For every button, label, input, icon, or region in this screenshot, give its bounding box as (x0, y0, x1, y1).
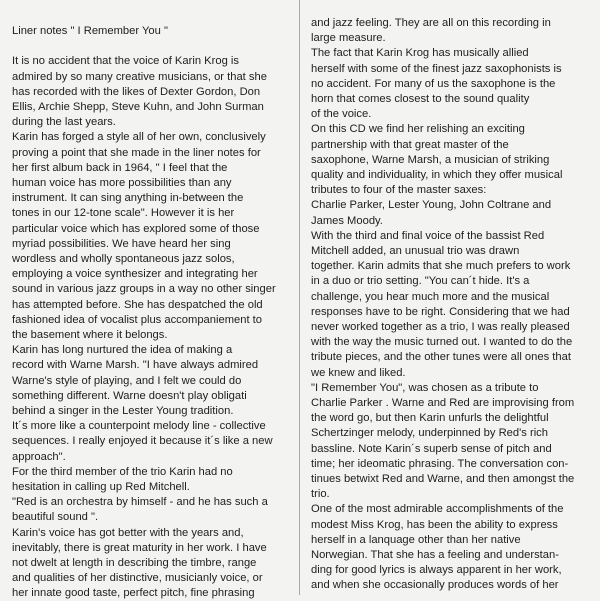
text-line: hesitation in calling up Red Mitchell. (12, 481, 190, 493)
text-line: the word go, but then Karin unfurls the delightful (311, 412, 549, 425)
text-line: saxophone, Warne Marsh, a musician of striking (311, 153, 550, 166)
text-line: Schertzinger melody, underpinned by Red's rich (311, 427, 548, 440)
text-line: "I Remember You", was chosen as a tribute to (311, 381, 539, 394)
text-line: not dwelt at length in describing the timbre, range (12, 557, 257, 569)
text-line: For the third member of the trio Karin had no (12, 465, 233, 478)
text-line: together. Karin admits that she much prefers to work (311, 260, 571, 273)
text-line: Ellis, Archie Shepp, Steve Kuhn, and John Surman (12, 101, 264, 113)
text-line: the basement where it belongs. (12, 329, 168, 341)
text-line: proving a point that she made in the liner notes for (12, 146, 261, 159)
text-line: and qualities of her distinctive, musicianly voice, or (12, 572, 263, 585)
text-line: of the voice. (311, 108, 372, 121)
text-line: beautiful sound ". (12, 511, 99, 524)
text-line: James Moody. (311, 214, 383, 227)
text-line: tributes to four of the master saxes: (311, 184, 487, 197)
text-line: quality and individuality, in which they offer musical (311, 169, 563, 181)
text-line: her innate good taste, perfect pitch, fine phrasing (12, 587, 255, 600)
text-line: instrument. It can sing anything in-between the (12, 192, 244, 205)
text-line: trio. (311, 488, 330, 501)
text-line: inevitably, there is great maturity in her work. I have (12, 541, 267, 554)
text-line: "Red is an orchestra by himself - and he has such a (12, 496, 268, 509)
text-line: tones in our 12-tone scale". However it is her (12, 207, 235, 220)
text-line: fashioned idea of vocalist plus accompaniement to (12, 313, 263, 326)
text-line: large measure. (311, 32, 386, 45)
text-line: On this CD we find her relishing an exciting (311, 123, 525, 136)
text-line: herself in a lanquage other than her native (311, 533, 521, 546)
text-line: ding for good lyrics is always apparent in her work, (311, 564, 562, 577)
text-line: Warne's style of playing, and I felt we could do (12, 374, 242, 387)
text-line: sequences. I really enjoyed it because it´s like a new (12, 435, 273, 448)
text-line: human voice has more possibilities than any (12, 177, 232, 189)
text-line: Charlie Parker . Warne and Red are improvising from (311, 397, 575, 409)
text-line: It is no accident that the voice of Karin Krog is (12, 55, 239, 68)
column-divider (299, 0, 300, 595)
liner-notes-title: Liner notes " I Remember You " (12, 25, 168, 37)
text-line: and jazz feeling. They are all on this recording in (311, 17, 551, 29)
text-line: employing a voice synthesizer and integrating her (12, 268, 258, 281)
text-line: with the way the music turned out. I wanted to do the (311, 336, 573, 349)
text-line: approach". (12, 450, 66, 463)
text-line: myriad possibilities. We have heard her sing (12, 237, 231, 250)
text-line: has attempted before. She has despatched the old (12, 298, 263, 311)
text-line: Charlie Parker, Lester Young, John Coltrane and (311, 199, 552, 212)
text-line: herself with some of the finest jazz saxophonists is (311, 62, 562, 75)
text-line: record with Warne Marsh. "I have always admired (12, 359, 259, 372)
text-line: horn that comes closest to the sound quality (311, 93, 530, 105)
text-line: Karin has long nurtured the idea of making a (12, 344, 233, 357)
text-line: It´s more like a counterpoint melody line - collective (12, 420, 266, 433)
text-line: With the third and final voice of the bassist Red (311, 229, 545, 242)
text-line: Karin has forged a style all of her own, conclusively (12, 131, 266, 144)
text-line: we knew and liked. (311, 366, 406, 379)
text-line: Karin's voice has got better with the years and, (12, 526, 244, 539)
text-line: Mitchell added, an unusual trio was drawn (311, 245, 520, 257)
text-line: challenge, you hear much more and the musical (311, 290, 550, 303)
text-line: and when she occasionally produces words of her (311, 579, 559, 592)
text-line: tribute pieces, and the other tunes were all ones that (311, 351, 571, 364)
text-line: has recorded with the likes of Dexter Gordon, Don (12, 85, 261, 98)
text-line: her first album back in 1964, " I feel that the (12, 161, 228, 174)
text-line: wordless and wholly spontaneous jazz solos, (12, 253, 235, 265)
text-line: in a duo or trio setting. "You can´t hide. It's a (311, 275, 530, 288)
text-line: The fact that Karin Krog has musically allied (311, 47, 529, 60)
text-line: responses have to be right. Considering that we had (311, 305, 570, 318)
text-line: bassline. Note Karin´s superb sense of pitch and (311, 442, 552, 455)
text-line: partnership with that great master of the (311, 138, 509, 151)
text-line: tinues betwixt Red and Warne, and then amongst the (311, 473, 575, 485)
text-line: time; her ideomatic phrasing. The conversation con- (311, 457, 569, 470)
text-line: admired by so many creative musicians, or that she (12, 70, 267, 83)
text-line: particular voice which has explored some of those (12, 222, 260, 235)
text-line: sound in various jazz groups in a way no other singer (12, 283, 276, 296)
text-line: modest Miss Krog, has been the ability to express (311, 518, 558, 531)
text-line: never worked together as a trio, I was really pleased (311, 321, 570, 333)
text-line: something different. Warne doesn't play obligati (12, 389, 247, 402)
text-line: during the last years. (12, 116, 116, 129)
text-line: behind a singer in the Lester Young tradition. (12, 405, 234, 417)
text-line: Norwegian. That she has a feeling and understan- (311, 549, 559, 561)
text-line: no accident. For many of us the saxophone is the (311, 77, 556, 90)
text-line: One of the most admirable accomplishments of the (311, 503, 564, 516)
